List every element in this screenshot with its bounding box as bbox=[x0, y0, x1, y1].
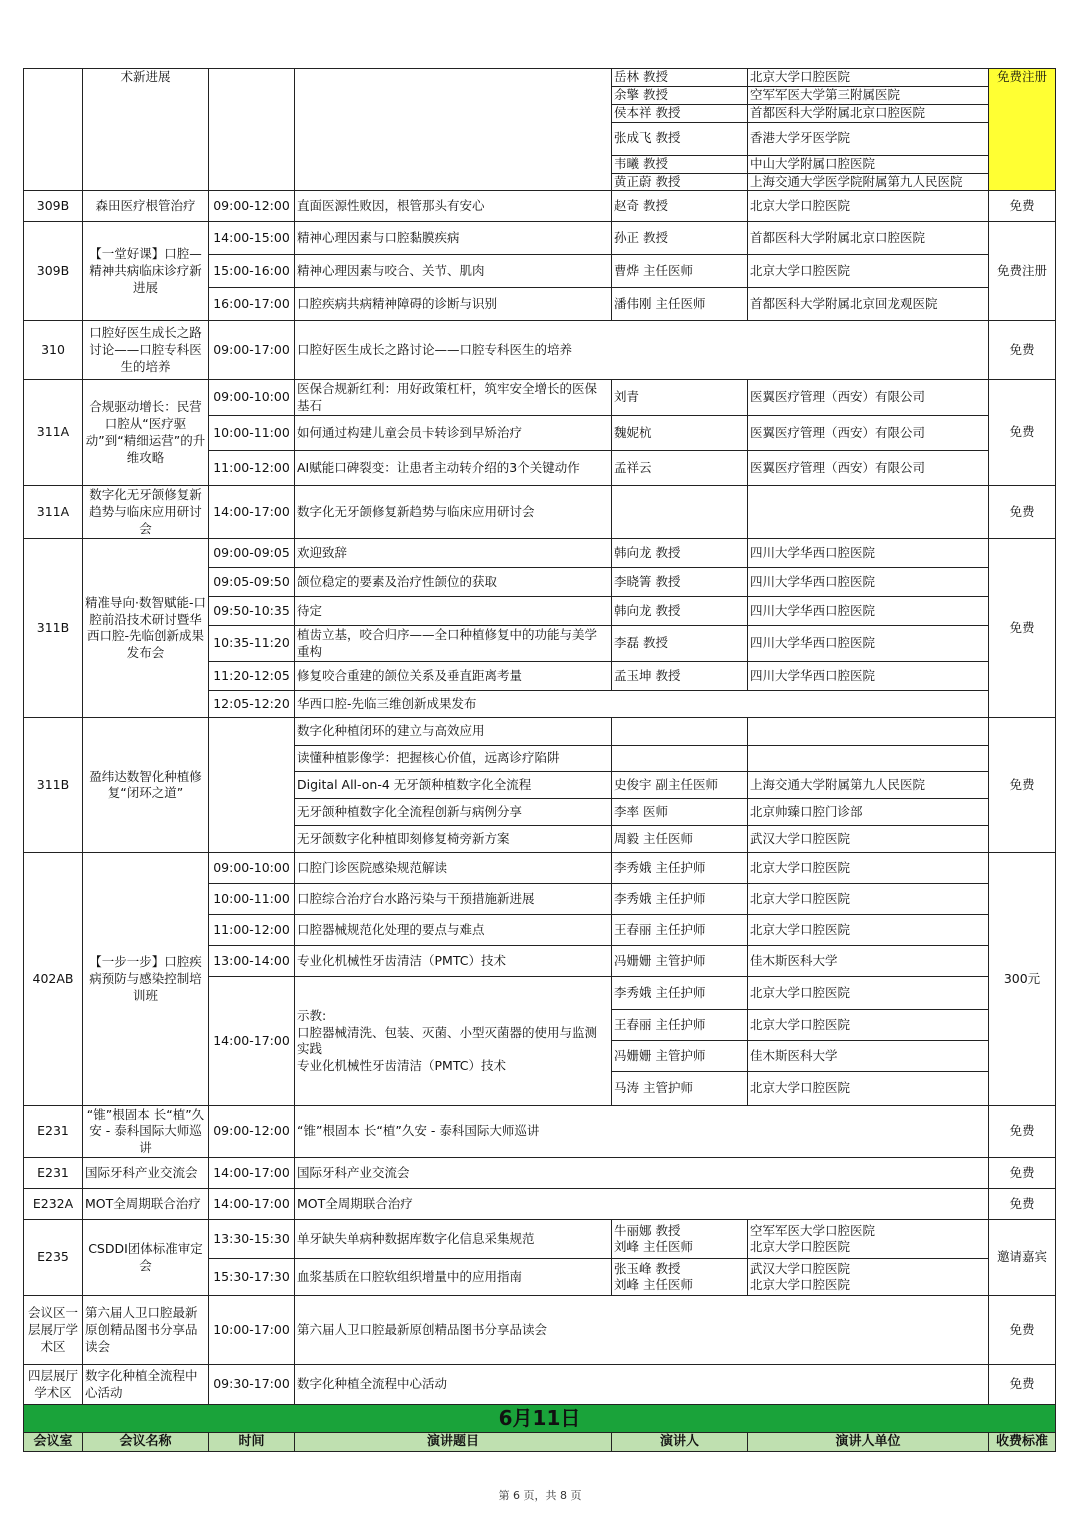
fee-cell: 免费注册 bbox=[989, 222, 1056, 321]
column-header-time: 时间 bbox=[209, 1433, 295, 1452]
affiliation-cell: 北京帅臻口腔门诊部 bbox=[748, 799, 989, 826]
topic-cell: 专业化机械性牙齿清洁（PMTC）技术 bbox=[295, 946, 612, 977]
time-cell: 13:30-15:30 bbox=[209, 1220, 295, 1259]
affiliation-cell: 北京大学口腔医院 bbox=[748, 1010, 989, 1041]
affiliation-cell: 北京大学口腔医院 bbox=[748, 977, 989, 1010]
time-cell: 10:35-11:20 bbox=[209, 626, 295, 662]
column-header-row bbox=[24, 1433, 1056, 1452]
speaker-cell: 孟祥云 bbox=[612, 451, 748, 486]
topic-cell: 精神心理因素与咬合、关节、肌肉 bbox=[295, 255, 612, 288]
topic-cell: 待定 bbox=[295, 597, 612, 626]
session-cell: 数字化无牙颌修复新趋势与临床应用研讨会 bbox=[83, 486, 209, 539]
time-cell: 16:00-17:00 bbox=[209, 288, 295, 321]
speaker-cell: 马涛 主管护师 bbox=[612, 1072, 748, 1106]
room-cell: 311A bbox=[24, 380, 83, 486]
affiliation-cell: 北京大学口腔医院 bbox=[748, 1072, 989, 1106]
room-cell: E235 bbox=[24, 1220, 83, 1296]
fee-cell: 免费 bbox=[989, 1106, 1056, 1158]
session-cell: “锥”根固本 长“植”久安 - 泰科国际大师巡讲 bbox=[83, 1106, 209, 1158]
affiliation-cell: 四川大学华西口腔医院 bbox=[748, 626, 989, 662]
time-cell: 09:30-17:00 bbox=[209, 1365, 295, 1405]
speaker-cell: 李秀娥 主任护师 bbox=[612, 884, 748, 915]
speaker-cell bbox=[612, 746, 748, 772]
topic-cell: 口腔器械规范化处理的要点与难点 bbox=[295, 915, 612, 946]
speaker-cell: 刘青 bbox=[612, 380, 748, 416]
topic-cell: 国际牙科产业交流会 bbox=[295, 1158, 989, 1189]
affiliation-cell: 首都医科大学附属北京口腔医院 bbox=[748, 222, 989, 255]
speaker-cell: 黄正蔚 教授 bbox=[612, 173, 748, 191]
session-cell: 森田医疗根管治疗 bbox=[83, 191, 209, 222]
affiliation-cell: 医翼医疗管理（西安）有限公司 bbox=[748, 380, 989, 416]
speaker-cell: 余擎 教授 bbox=[612, 86, 748, 104]
affiliation-cell: 四川大学华西口腔医院 bbox=[748, 539, 989, 568]
speaker-cell: 韩向龙 教授 bbox=[612, 539, 748, 568]
speaker-cell: 牛丽娜 教授 刘峰 主任医师 bbox=[612, 1220, 748, 1259]
time-cell: 09:00-09:05 bbox=[209, 539, 295, 568]
session-cell: 第六届人卫口腔最新原创精品图书分享品读会 bbox=[83, 1296, 209, 1365]
speaker-cell: 张成飞 教授 bbox=[612, 122, 748, 155]
session-cell: CSDDI团体标准审定会 bbox=[83, 1220, 209, 1296]
speaker-cell: 周毅 主任医师 bbox=[612, 826, 748, 853]
affiliation-cell: 武汉大学口腔医院 bbox=[748, 826, 989, 853]
time-cell: 09:00-10:00 bbox=[209, 380, 295, 416]
speaker-cell bbox=[612, 718, 748, 746]
fee-cell: 免费 bbox=[989, 321, 1056, 380]
table-row bbox=[24, 380, 1056, 416]
affiliation-cell: 四川大学华西口腔医院 bbox=[748, 662, 989, 691]
room-cell: 会议区一层展厅学术区 bbox=[24, 1296, 83, 1365]
speaker-cell: 魏妮杭 bbox=[612, 416, 748, 451]
room-cell: E232A bbox=[24, 1189, 83, 1220]
speaker-cell bbox=[612, 486, 748, 539]
session-cell: 口腔好医生成长之路讨论——口腔专科医生的培养 bbox=[83, 321, 209, 380]
affiliation-cell: 北京大学口腔医院 bbox=[748, 853, 989, 884]
speaker-cell: 史俊宇 副主任医师 bbox=[612, 772, 748, 799]
topic-cell: 示教: 口腔器械清洗、包装、灭菌、小型灭菌器的使用与监测实践 专业化机械性牙齿清洁（PMTC）技术 bbox=[295, 977, 612, 1106]
topic-cell: 数字化种植全流程中心活动 bbox=[295, 1365, 989, 1405]
time-cell: 14:00-17:00 bbox=[209, 977, 295, 1106]
page-footer: 第 6 页，共 8 页 bbox=[498, 1489, 582, 1502]
topic-cell: 植齿立基，咬合归序——全口种植修复中的功能与美学重构 bbox=[295, 626, 612, 662]
time-cell: 10:00-11:00 bbox=[209, 884, 295, 915]
speaker-cell: 冯姗姗 主管护师 bbox=[612, 1041, 748, 1072]
affiliation-cell: 上海交通大学医学院附属第九人民医院 bbox=[748, 173, 989, 191]
speaker-cell: 李秀娥 主任护师 bbox=[612, 853, 748, 884]
session-cell: 精准导向·数智赋能-口腔前沿技术研讨暨华西口腔-先临创新成果发布会 bbox=[83, 539, 209, 718]
topic-cell: Digital All-on-4 无牙颌种植数字化全流程 bbox=[295, 772, 612, 799]
affiliation-cell: 医翼医疗管理（西安）有限公司 bbox=[748, 416, 989, 451]
speaker-cell: 侯本祥 教授 bbox=[612, 104, 748, 122]
time-cell: 15:00-16:00 bbox=[209, 255, 295, 288]
affiliation-cell: 北京大学口腔医院 bbox=[748, 915, 989, 946]
fee-cell: 免费 bbox=[989, 539, 1056, 718]
column-header-topic: 演讲题目 bbox=[295, 1433, 612, 1452]
affiliation-cell: 首都医科大学附属北京回龙观医院 bbox=[748, 288, 989, 321]
topic-cell: 医保合规新红利：用好政策杠杆，筑牢安全增长的医保基石 bbox=[295, 380, 612, 416]
affiliation-cell: 香港大学牙医学院 bbox=[748, 122, 989, 155]
time-cell: 14:00-15:00 bbox=[209, 222, 295, 255]
speaker-cell: 孙正 教授 bbox=[612, 222, 748, 255]
speaker-cell: 李率 医师 bbox=[612, 799, 748, 826]
time-cell bbox=[209, 718, 295, 853]
session-cell: MOT全周期联合治疗 bbox=[83, 1189, 209, 1220]
affiliation-cell: 北京大学口腔医院 bbox=[748, 191, 989, 222]
topic-cell: 血浆基质在口腔软组织增量中的应用指南 bbox=[295, 1259, 612, 1296]
affiliation-cell: 上海交通大学附属第九人民医院 bbox=[748, 772, 989, 799]
affiliation-cell: 空军军医大学第三附属医院 bbox=[748, 86, 989, 104]
time-cell: 11:20-12:05 bbox=[209, 662, 295, 691]
topic-cell: 数字化种植闭环的建立与高效应用 bbox=[295, 718, 612, 746]
time-cell: 15:30-17:30 bbox=[209, 1259, 295, 1296]
affiliation-cell: 北京大学口腔医院 bbox=[748, 69, 989, 87]
schedule-table bbox=[23, 68, 1056, 1452]
speaker-cell: 赵奇 教授 bbox=[612, 191, 748, 222]
time-cell: 11:00-12:00 bbox=[209, 451, 295, 486]
table-row bbox=[24, 222, 1056, 255]
room-cell: 四层展厅学术区 bbox=[24, 1365, 83, 1405]
room-cell: 309B bbox=[24, 191, 83, 222]
affiliation-cell bbox=[748, 746, 989, 772]
table-row bbox=[24, 1106, 1056, 1158]
room-cell: E231 bbox=[24, 1158, 83, 1189]
topic-cell: 无牙颌数字化种植即刻修复椅旁新方案 bbox=[295, 826, 612, 853]
topic-cell: 单牙缺失单病种数据库数字化信息采集规范 bbox=[295, 1220, 612, 1259]
session-cell: 数字化种植全流程中心活动 bbox=[83, 1365, 209, 1405]
time-cell bbox=[209, 69, 295, 191]
topic-cell: “锥”根固本 长“植”久安 - 泰科国际大师巡讲 bbox=[295, 1106, 989, 1158]
table-row bbox=[24, 1189, 1056, 1220]
topic-cell: 修复咬合重建的颌位关系及垂直距离考量 bbox=[295, 662, 612, 691]
affiliation-cell: 首都医科大学附属北京口腔医院 bbox=[748, 104, 989, 122]
table-row bbox=[24, 1296, 1056, 1365]
topic-cell: 直面医源性败因，根管那头有安心 bbox=[295, 191, 612, 222]
topic-cell: 如何通过构建儿童会员卡转诊到早矫治疗 bbox=[295, 416, 612, 451]
speaker-cell: 李磊 教授 bbox=[612, 626, 748, 662]
topic-cell: 数字化无牙颌修复新趋势与临床应用研讨会 bbox=[295, 486, 612, 539]
fee-cell: 免费 bbox=[989, 1158, 1056, 1189]
speaker-cell: 潘伟刚 主任医师 bbox=[612, 288, 748, 321]
fee-cell: 免费 bbox=[989, 1365, 1056, 1405]
time-cell: 14:00-17:00 bbox=[209, 486, 295, 539]
speaker-cell: 岳林 教授 bbox=[612, 69, 748, 87]
room-cell: 311A bbox=[24, 486, 83, 539]
time-cell: 09:00-12:00 bbox=[209, 1106, 295, 1158]
column-header-room: 会议室 bbox=[24, 1433, 83, 1452]
affiliation-cell: 空军军医大学口腔医院 北京大学口腔医院 bbox=[748, 1220, 989, 1259]
fee-cell: 邀请嘉宾 bbox=[989, 1220, 1056, 1296]
time-cell: 11:00-12:00 bbox=[209, 915, 295, 946]
topic-cell: 精神心理因素与口腔黏膜疾病 bbox=[295, 222, 612, 255]
column-header-session: 会议名称 bbox=[83, 1433, 209, 1452]
session-cell: 合规驱动增长：民营口腔从“医疗驱动”到“精细运营”的升维攻略 bbox=[83, 380, 209, 486]
room-cell: 311B bbox=[24, 718, 83, 853]
table-row bbox=[24, 539, 1056, 568]
time-cell: 09:00-12:00 bbox=[209, 191, 295, 222]
time-cell: 09:05-09:50 bbox=[209, 568, 295, 597]
affiliation-cell: 武汉大学口腔医院 北京大学口腔医院 bbox=[748, 1259, 989, 1296]
speaker-cell: 李晓箐 教授 bbox=[612, 568, 748, 597]
table-row bbox=[24, 1365, 1056, 1405]
speaker-cell: 韦曦 教授 bbox=[612, 155, 748, 173]
speaker-cell: 韩向龙 教授 bbox=[612, 597, 748, 626]
session-cell: 【一步一步】口腔疾病预防与感染控制培训班 bbox=[83, 853, 209, 1106]
affiliation-cell: 中山大学附属口腔医院 bbox=[748, 155, 989, 173]
topic-cell: AI赋能口碑裂变：让患者主动转介绍的3个关键动作 bbox=[295, 451, 612, 486]
fee-cell: 免费 bbox=[989, 1296, 1056, 1365]
speaker-cell: 李秀娥 主任护师 bbox=[612, 977, 748, 1010]
room-cell: 402AB bbox=[24, 853, 83, 1106]
room-cell: E231 bbox=[24, 1106, 83, 1158]
room-cell: 311B bbox=[24, 539, 83, 718]
column-header-affiliation: 演讲人单位 bbox=[748, 1433, 989, 1452]
fee-cell: 300元 bbox=[989, 853, 1056, 1106]
time-cell: 14:00-17:00 bbox=[209, 1189, 295, 1220]
time-cell: 09:00-10:00 bbox=[209, 853, 295, 884]
topic-cell: MOT全周期联合治疗 bbox=[295, 1189, 989, 1220]
fee-cell: 免费 bbox=[989, 486, 1056, 539]
time-cell: 10:00-11:00 bbox=[209, 416, 295, 451]
day-banner: 6月11日 bbox=[24, 1405, 1056, 1433]
topic-cell: 欢迎致辞 bbox=[295, 539, 612, 568]
room-cell: 309B bbox=[24, 222, 83, 321]
table-row bbox=[24, 1158, 1056, 1189]
session-cell: 术新进展 bbox=[83, 69, 209, 191]
column-header-fee: 收费标准 bbox=[989, 1433, 1056, 1452]
topic-cell: 口腔疾病共病精神障碍的诊断与识别 bbox=[295, 288, 612, 321]
speaker-cell: 王春丽 主任护师 bbox=[612, 1010, 748, 1041]
speaker-cell: 王春丽 主任护师 bbox=[612, 915, 748, 946]
table-row bbox=[24, 853, 1056, 884]
day-banner-row bbox=[24, 1405, 1056, 1433]
speaker-cell: 张玉峰 教授 刘峰 主任医师 bbox=[612, 1259, 748, 1296]
topic-cell: 口腔门诊医院感染规范解读 bbox=[295, 853, 612, 884]
affiliation-cell: 北京大学口腔医院 bbox=[748, 884, 989, 915]
time-cell: 10:00-17:00 bbox=[209, 1296, 295, 1365]
table-row bbox=[24, 486, 1056, 539]
speaker-cell: 孟玉坤 教授 bbox=[612, 662, 748, 691]
session-cell: 国际牙科产业交流会 bbox=[83, 1158, 209, 1189]
fee-cell: 免费 bbox=[989, 718, 1056, 853]
topic-cell: 无牙颌种植数字化全流程创新与病例分享 bbox=[295, 799, 612, 826]
topic-cell: 读懂种植影像学：把握核心价值，远离诊疗陷阱 bbox=[295, 746, 612, 772]
affiliation-cell: 北京大学口腔医院 bbox=[748, 255, 989, 288]
table-row bbox=[24, 69, 1056, 87]
time-cell: 12:05-12:20 bbox=[209, 691, 295, 718]
session-cell: 盈纬达数智化种植修复“闭环之道” bbox=[83, 718, 209, 853]
topic-cell: 颌位稳定的要素及治疗性颌位的获取 bbox=[295, 568, 612, 597]
time-cell: 13:00-14:00 bbox=[209, 946, 295, 977]
table-row bbox=[24, 191, 1056, 222]
room-cell bbox=[24, 69, 83, 191]
topic-cell: 第六届人卫口腔最新原创精品图书分享品读会 bbox=[295, 1296, 989, 1365]
speaker-cell: 曹烨 主任医师 bbox=[612, 255, 748, 288]
affiliation-cell: 医翼医疗管理（西安）有限公司 bbox=[748, 451, 989, 486]
affiliation-cell: 四川大学华西口腔医院 bbox=[748, 568, 989, 597]
session-cell: 【一堂好课】口腔—精神共病临床诊疗新进展 bbox=[83, 222, 209, 321]
affiliation-cell: 佳木斯医科大学 bbox=[748, 1041, 989, 1072]
room-cell: 310 bbox=[24, 321, 83, 380]
topic-cell: 华西口腔-先临三维创新成果发布 bbox=[295, 691, 989, 718]
fee-cell: 免费 bbox=[989, 1189, 1056, 1220]
column-header-speaker: 演讲人 bbox=[612, 1433, 748, 1452]
affiliation-cell bbox=[748, 486, 989, 539]
table-row bbox=[24, 718, 1056, 746]
affiliation-cell bbox=[748, 718, 989, 746]
time-cell: 09:00-17:00 bbox=[209, 321, 295, 380]
fee-cell: 免费 bbox=[989, 380, 1056, 486]
fee-cell: 免费注册 bbox=[989, 69, 1056, 191]
topic-cell: 口腔综合治疗台水路污染与干预措施新进展 bbox=[295, 884, 612, 915]
speaker-cell: 冯姗姗 主管护师 bbox=[612, 946, 748, 977]
topic-cell bbox=[295, 69, 612, 191]
table-row bbox=[24, 321, 1056, 380]
fee-cell: 免费 bbox=[989, 191, 1056, 222]
topic-cell: 口腔好医生成长之路讨论——口腔专科医生的培养 bbox=[295, 321, 989, 380]
affiliation-cell: 四川大学华西口腔医院 bbox=[748, 597, 989, 626]
time-cell: 14:00-17:00 bbox=[209, 1158, 295, 1189]
time-cell: 09:50-10:35 bbox=[209, 597, 295, 626]
table-row bbox=[24, 1220, 1056, 1259]
affiliation-cell: 佳木斯医科大学 bbox=[748, 946, 989, 977]
